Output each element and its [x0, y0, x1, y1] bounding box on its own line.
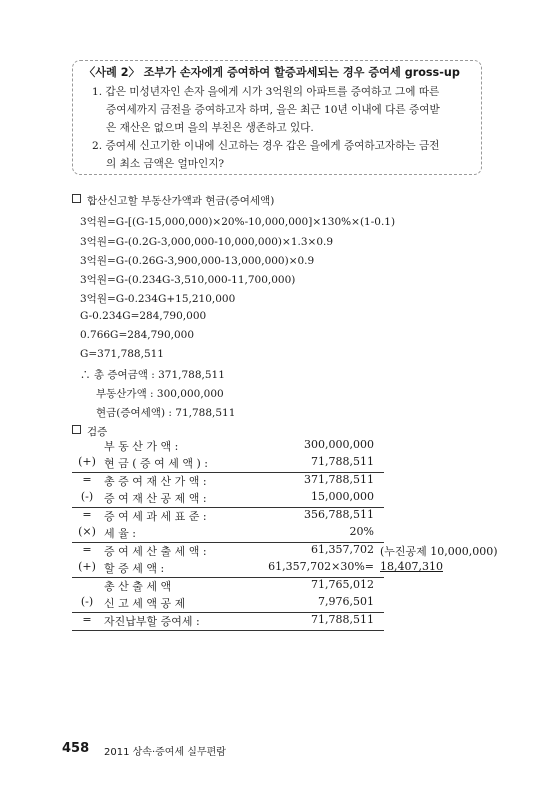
verify-row: = 총 증 여 재 산 가 액 : 371,788,511: [82, 473, 374, 488]
verify-row: (+) 할 증 세 액 : 61,357,702×30%= 18,407,310: [72, 560, 384, 578]
calc-line: G-0.234G=284,790,000: [80, 310, 207, 322]
calc-line: 0.766G=284,790,000: [80, 329, 195, 341]
verify-row: (+) 현 금 ( 증 여 세 액 ) : 71,788,511: [72, 455, 384, 473]
case-line: 1. 갑은 미성년자인 손자 을에게 시가 3억원의 아파트를 증여하고 그에 따른: [92, 86, 440, 98]
calc-line: 3억원=G-(0.234G-3,510,000-11,700,000): [80, 274, 296, 286]
verify-row: 부 동 산 가 액 : 300,000,000: [104, 438, 374, 453]
calc-heading: 합산신고할 부동산가액과 현금(증여세액): [72, 193, 274, 208]
case-title: 〈사례 2〉 조부가 손자에게 증여하여 할증과세되는 경우 증여세 gross-up: [84, 66, 460, 79]
verify-row: 총 산 출 세 액 71,765,012: [104, 578, 374, 593]
square-bullet-icon: [72, 425, 81, 434]
total-gift-line: ∴ 총 증여금액 : 371,788,511: [80, 369, 225, 381]
verify-row: = 자진납부할 증여세 : 71,788,511: [72, 613, 384, 631]
case-line: 의 최소 금액은 얼마인지?: [106, 158, 225, 170]
verify-row: = 증 여 세 산 출 세 액 : 61,357,702 (누진공제 10,000,000): [82, 543, 498, 558]
square-bullet-icon: [72, 194, 81, 203]
verify-row: (-) 증 여 재 산 공 제 액 : 15,000,000: [72, 490, 384, 508]
case-line: 2. 증여세 신고기한 이내에 신고하는 경우 갑은 을에게 증여하고자하는 금전: [92, 140, 440, 152]
calc-line: 3억원=G-[(G-15,000,000)×20%-10,000,000]×130%×(1-0.1): [80, 216, 396, 228]
verify-row: (-) 신 고 세 액 공 제 7,976,501: [72, 595, 384, 613]
cash-value-line: 현금(증여세액) : 71,788,511: [96, 407, 236, 419]
calc-line: G=371,788,511: [80, 348, 164, 360]
page-number: 458: [62, 741, 90, 756]
verify-row: = 증 여 세 과 세 표 준 : 356,788,511: [82, 508, 374, 523]
case-line: 은 재산은 없으며 을의 부친은 생존하고 있다.: [106, 122, 314, 134]
verify-heading: 검증: [72, 424, 107, 439]
calc-line: 3억원=G-0.234G+15,210,000: [80, 293, 236, 305]
verify-row: (×) 세 율 : 20%: [72, 525, 384, 543]
calc-line: 3억원=G-(0.26G-3,900,000-13,000,000)×0.9: [80, 255, 315, 267]
case-line: 증여세까지 금전을 증여하고자 하며, 을은 최근 10년 이내에 다른 증여받: [106, 104, 440, 116]
property-value-line: 부동산가액 : 300,000,000: [96, 388, 224, 400]
calc-line: 3억원=G-(0.2G-3,000,000-10,000,000)×1.3×0.9: [80, 236, 334, 248]
book-title: 2011 상속·증여세 실무편람: [104, 747, 226, 758]
